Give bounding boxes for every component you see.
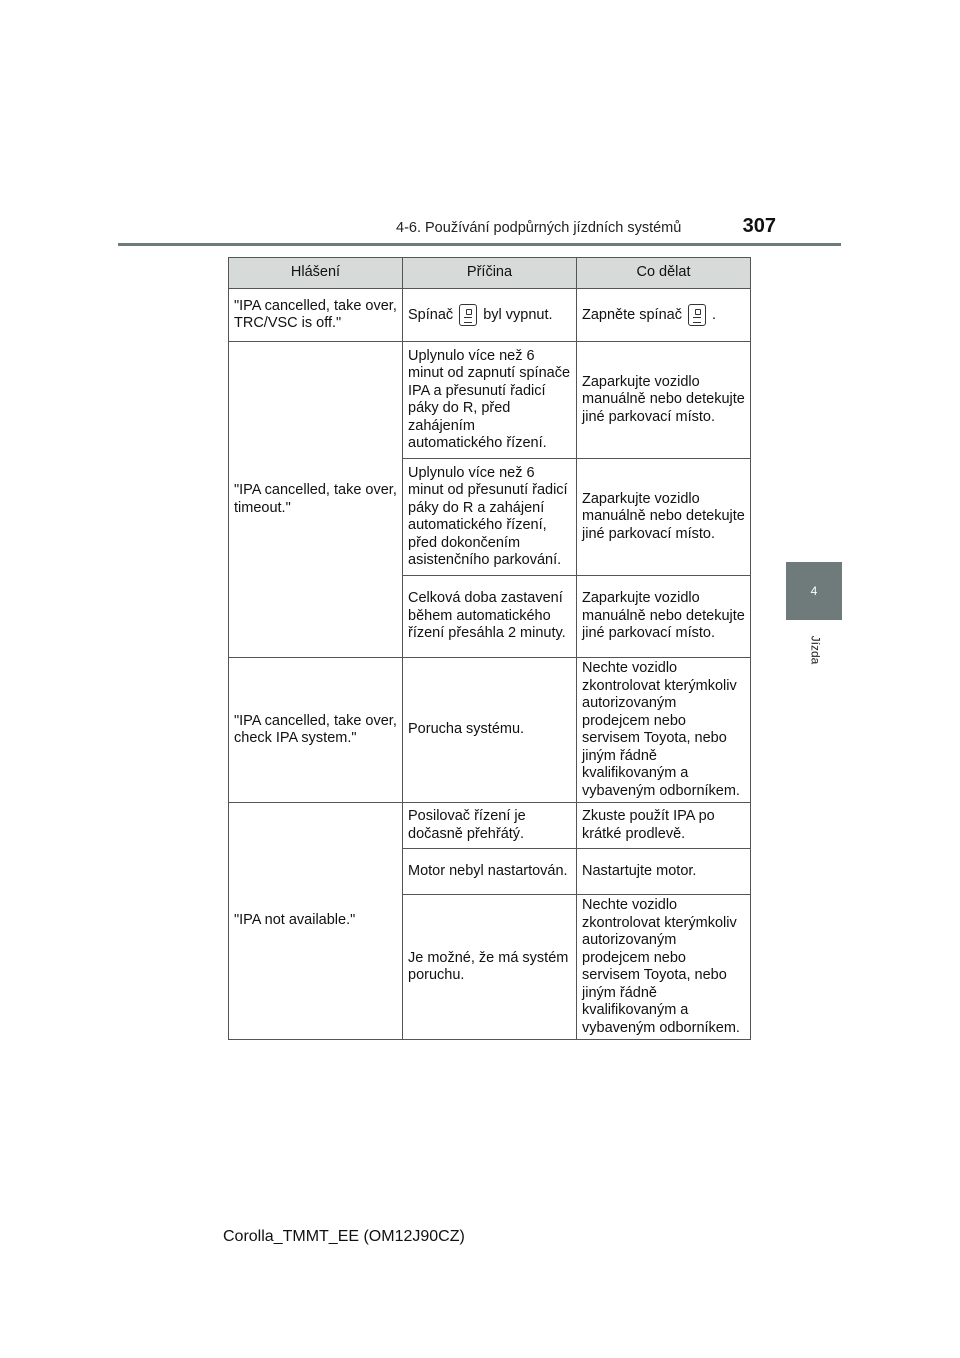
page-number: 307 (742, 215, 776, 237)
ipa-switch-icon (459, 304, 477, 326)
chapter-name-label: Jízda (808, 635, 822, 665)
message-cell: "IPA cancelled, take over, TRC/VSC is off." (229, 289, 403, 342)
message-table (228, 257, 751, 1040)
table-row (229, 342, 751, 459)
cause-cell: Posilovač řízení je dočasně přehřátý. (403, 803, 577, 849)
chapter-number: 4 (810, 584, 818, 598)
column-header-message: Hlášení (229, 258, 403, 289)
action-cell (577, 289, 751, 342)
cause-cell (403, 289, 577, 342)
action-cell: Zaparkujte vozidlo manuálně nebo detekujte jiné parkovací místo. (577, 342, 751, 459)
footer-model-code: Corolla_TMMT_EE (OM12J90CZ) (223, 1228, 465, 1245)
ipa-switch-icon (688, 304, 706, 326)
action-cell: Nechte vozidlo zkontrolovat kterýmkoliv autorizovaným prodejcem nebo servisem Toyota, nebo jiným řádně kvalifikovaným a vybaveným odborníkem. (577, 895, 751, 1040)
action-cell: Zkuste použít IPA po krátké prodlevě. (577, 803, 751, 849)
cause-cell: Motor nebyl nastartován. (403, 849, 577, 895)
cause-cell: Celková doba zastavení během automatického řízení přesáhla 2 minuty. (403, 576, 577, 658)
section-title: 4-6. Používání podpůrných jízdních systémů (396, 220, 682, 236)
cause-cell: Porucha systému. (403, 658, 577, 803)
message-cell: "IPA not available." (229, 803, 403, 1040)
chapter-tab[interactable] (786, 562, 842, 620)
message-cell: "IPA cancelled, take over, check IPA system." (229, 658, 403, 803)
chapter-name (800, 630, 830, 670)
action-cell: Zaparkujte vozidlo manuálně nebo detekujte jiné parkovací místo. (577, 576, 751, 658)
cause-cell: Uplynulo více než 6 minut od přesunutí řadicí páky do R a zahájení automatického řízení, před dokončením asistenčního parkování. (403, 459, 577, 576)
action-text-after: . (712, 306, 717, 323)
action-text-before: Zapněte spínač (582, 306, 682, 323)
cause-text-before: Spínač (408, 306, 454, 323)
header-rule (118, 243, 841, 246)
action-cell: Zaparkujte vozidlo manuálně nebo detekujte jiné parkovací místo. (577, 459, 751, 576)
column-header-cause: Příčina (403, 258, 577, 289)
table-row (229, 803, 751, 849)
action-cell: Nechte vozidlo zkontrolovat kterýmkoliv autorizovaným prodejcem nebo servisem Toyota, nebo jiným řádně kvalifikovaným a vybaveným odborníkem. (577, 658, 751, 803)
table-row (229, 658, 751, 803)
column-header-action: Co dělat (577, 258, 751, 289)
table-header-row (229, 258, 751, 289)
message-cell: "IPA cancelled, take over, timeout." (229, 342, 403, 658)
table-row (229, 289, 751, 342)
cause-text-after: byl vypnut. (483, 306, 553, 323)
cause-cell: Uplynulo více než 6 minut od zapnutí spínače IPA a přesunutí řadicí páky do R, před zahájením automatického řízení. (403, 342, 577, 459)
cause-cell: Je možné, že má systém poruchu. (403, 895, 577, 1040)
action-cell: Nastartujte motor. (577, 849, 751, 895)
